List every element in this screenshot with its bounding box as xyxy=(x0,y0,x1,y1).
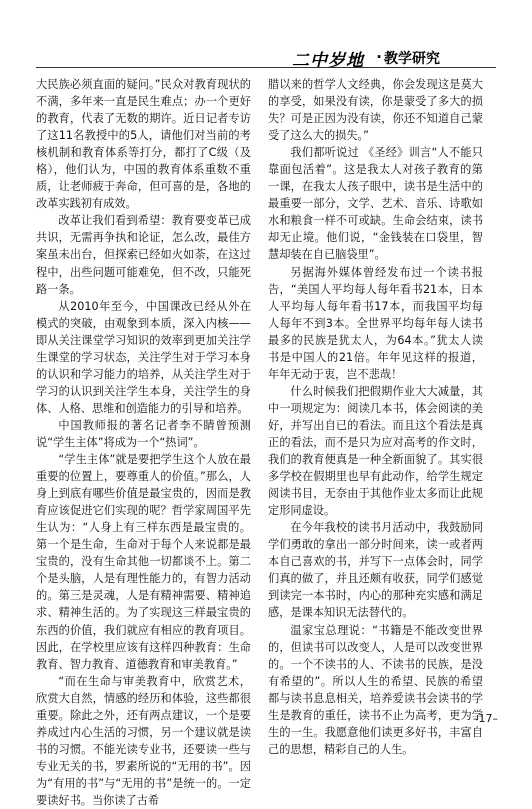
paragraph: “而在生命与审美教育中，欣赏艺术，欣赏大自然，情感的经历和体验，这些都很重要。除此之外，还有两点建议，一个是要养成过内心生活的习惯，另一个建议就是读书的习惯。不能光读专业书，还要读一些与专业无关的书，罗素所说的“无用的书”。因为“有用的书”与“无用的书”是统一的。一定要读好书。当你读了古希 xyxy=(36,674,251,807)
paragraph: “学生主体”就是要把学生这个人放在最重要的位置上，要尊重人的价值。”那么，人身上到底有哪些价值是最宝贵的，因而是教育应该促进它们实现的呢？哲学家周国平先生认为：“人身上有三样东西是最宝贵的。第一个是生命，生命对于每个人来说都是最宝贵的，没有生命其他一切都谈不上。第二个是头脑，人是有理性能力的，有智力活动的。第三是灵魂，人是有精神需要、精神追求、精神生活的。为了实现这三样最宝贵的东西的价值，我们就应有相应的教育项目。因此，在学校里应该有这样四种教育：生命教育、智力教育、道德教育和审美教育。” xyxy=(36,453,251,671)
paragraph: 温家宝总理说：“书籍是不能改变世界的，但读书可以改变人，人是可以改变世界的。一个不读书的人、不读书的民族，是没有希望的”。所以人生的希望、民族的希望都与读书息息相关，培养爱读书会读书的学生是教育的重任，读书不止为高考，更为学生的一生。我愿意他们读更多好书，丰富自己的思想，精彩自己的人生。 xyxy=(268,623,483,756)
right-column xyxy=(268,76,483,758)
page-number: –17– xyxy=(473,712,498,725)
paragraph: 另据海外媒体曾经发布过一个读书报告，“美国人平均每人每年看书21本，日本人平均每人每年看书17本，而我国平均每人每年不到3本。全世界平均每年每人读书最多的民族是犹太人，为64本。”犹太人读书是中国人的21倍。年年见这样的报道，年年无动于衷，岂不悲哉！ xyxy=(268,265,483,381)
header-separator: · xyxy=(376,48,382,66)
paragraph: 在今年我校的读书月活动中，我鼓励同学们勇敢的拿出一部分时间来，读一或者两本自己喜欢的书，并写下一点体会时，同学们真的做了，并且还颇有收获，同学们感觉到读完一本书时，内心的那种充实感和满足感，是课本知识无法替代的。 xyxy=(268,521,483,620)
section-title: 教学研究 xyxy=(384,51,440,67)
paragraph: 腊以来的哲学人文经典，你会发现这是莫大的享受，如果没有读，你是蒙受了多大的损失？可是正因为没有读，你还不知道自己蒙受了这么大的损失。” xyxy=(268,78,483,143)
paragraph: 什么时候我们把假期作业大大减量，其中一项规定为：阅读几本书，体会阅读的美好，并写出自已的看法。而且这个看法是真正的看法，而不是只为应对高考的作文时，我们的教育便真是一种全新面貌了。其实很多学校在假期里也早有此动作，给学生规定阅读书目，无奈由于其他作业太多而让此规定形同虚设。 xyxy=(268,384,483,518)
paragraph: 从2010年至今，中国课改已经从外在模式的突破，由观象到本质，深入内核——即从关注课堂学习知识的效率到更加关注学生课堂的学习状态，关注学生对于学习本身的认识和学习能力的培养，从关注学生对于学习的认识到关注学生本身，关注学生的身体、人格、思维和创造能力的引导和培养。 xyxy=(36,299,251,415)
paragraph: 改革让我们看到希望：教育要变革已成共识，无需再争执和论证，怎么改，最佳方案虽未出台，但探索已经如火如荼，在这过程中，出些问题可能难免，但不改，只能死路一条。 xyxy=(36,214,251,296)
paragraph: 中国教师报的著名记者李不睛曾预测说“学生主体”将成为一个“热词”。 xyxy=(36,418,251,449)
left-column xyxy=(36,76,251,809)
page-header xyxy=(0,0,532,72)
paragraph: 我们都听说过 《圣经》训言“人不能只靠面包活着”。这是我太人对孩子教育的第一课，在我太人孩子眼中，读书是生活中的最重要一部分，文学、艺术、音乐、诗歌如水和粮食一样不可或缺。生命会结束，读书却无止境。他们说，“金钱装在口袋里，智慧却装在自已脑袋里”。 xyxy=(268,146,483,262)
header-rule xyxy=(36,67,496,68)
journal-logo: 二中岁地 xyxy=(292,51,364,71)
paragraph: 大民族必须直面的疑问。”民众对教育现状的不满，多年来一直是民生难点；办一个更好的教育，代表了无数的期许。近日记者专访了这11名教授中的5人，请他们对当前的考核机制和教育体系等打分，都打了C级（及格），他们认为，中国的教育体系重数不重质，让老师疲于奔命，但可喜的是，各地的改革实践初有成效。 xyxy=(36,78,251,211)
